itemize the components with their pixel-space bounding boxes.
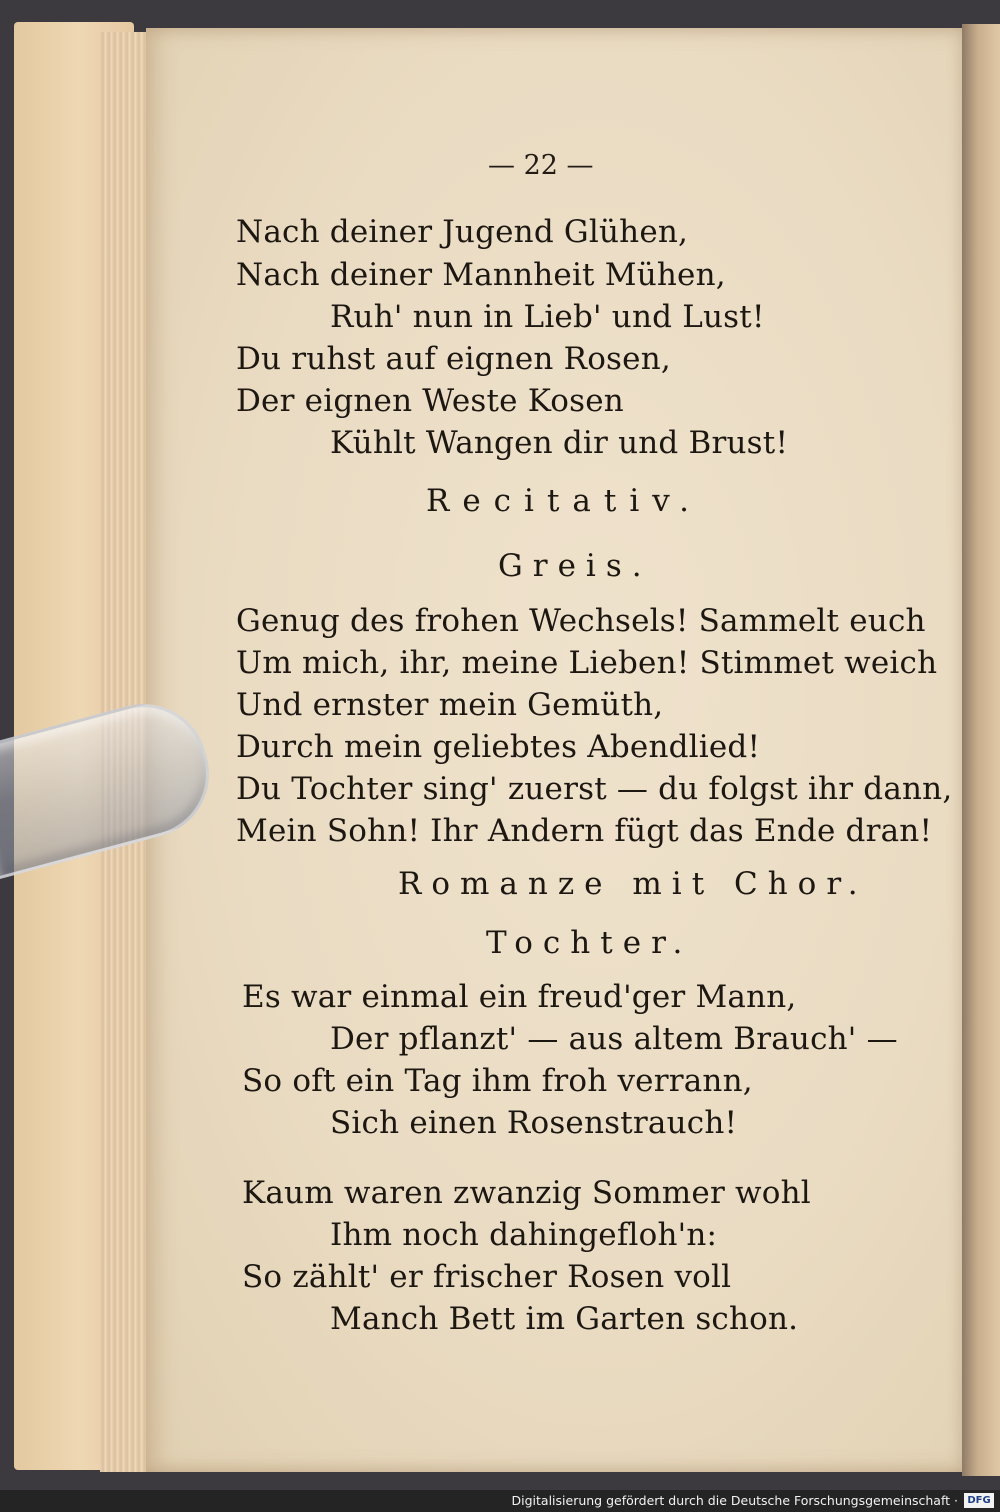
- verse-line: Du Tochter sing' zuerst — du folgst ihr dann,: [236, 771, 953, 807]
- verse-line: Durch mein geliebtes Abendlied!: [236, 729, 761, 765]
- verse-line: Kaum waren zwanzig Sommer wohl: [242, 1175, 811, 1211]
- verse-line: Ihm noch dahingefloh'n:: [330, 1217, 718, 1253]
- page-gutter-edge: [962, 24, 1000, 1476]
- verse-line: Der pflanzt' — aus altem Brauch' —: [330, 1021, 898, 1057]
- section-heading-recitativ: Recitativ.: [426, 483, 702, 519]
- footer-bar: [0, 1490, 1000, 1512]
- funding-notice: Digitalisierung gefördert durch die Deutsche Forschungsgemeinschaft ·: [511, 1493, 958, 1508]
- verse-line: Der eignen Weste Kosen: [236, 383, 624, 419]
- verse-line: Mein Sohn! Ihr Andern fügt das Ende dran!: [236, 813, 933, 849]
- speaker-name-tochter: Tochter.: [486, 925, 693, 961]
- verse-line: Kühlt Wangen dir und Brust!: [330, 425, 789, 461]
- section-heading-romanze: Romanze mit Chor.: [398, 866, 868, 902]
- verse-line: Nach deiner Jugend Glühen,: [236, 214, 689, 250]
- verse-line: Um mich, ihr, meine Lieben! Stimmet weich: [236, 645, 938, 681]
- page-number: — 22 —: [488, 150, 594, 181]
- verse-line: Sich einen Rosenstrauch!: [330, 1105, 738, 1141]
- verse-line: Du ruhst auf eignen Rosen,: [236, 341, 671, 377]
- verse-line: So oft ein Tag ihm froh verrann,: [242, 1063, 753, 1099]
- verse-line: Ruh' nun in Lieb' und Lust!: [330, 299, 765, 335]
- dfg-logo: DFG: [964, 1493, 994, 1508]
- verse-line: Nach deiner Mannheit Mühen,: [236, 257, 726, 293]
- verse-line: Es war einmal ein freud'ger Mann,: [242, 979, 797, 1015]
- verse-line: Und ernster mein Gemüth,: [236, 687, 664, 723]
- verse-line: Genug des frohen Wechsels! Sammelt euch: [236, 603, 926, 639]
- verse-line: So zählt' er frischer Rosen voll: [242, 1259, 732, 1295]
- speaker-name-greis: Greis.: [498, 548, 652, 584]
- verse-line: Manch Bett im Garten schon.: [330, 1301, 799, 1337]
